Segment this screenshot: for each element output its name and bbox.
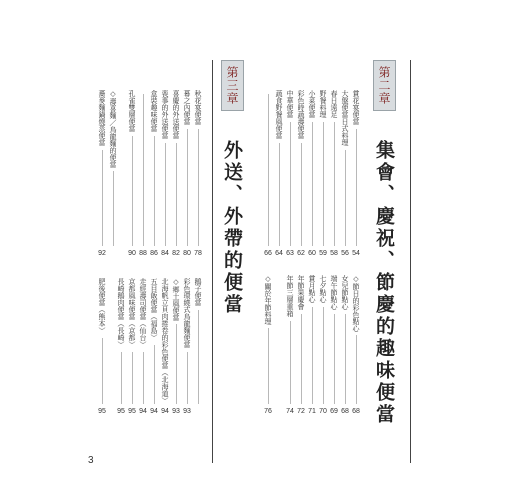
toc-entry-page: 62 [297, 250, 305, 257]
toc-entry-title: 小菜便當 [308, 90, 316, 118]
toc-entry-page: 94 [161, 408, 169, 415]
toc-entry-title: 春日遠足 [330, 90, 338, 118]
toc-entry-title: 野餐料理 [319, 90, 327, 118]
toc-entry-page: 94 [150, 408, 158, 415]
toc-leader-line [268, 328, 269, 404]
toc-entry-title: 盒裝趣味便當 [150, 90, 158, 132]
toc-leader-line [301, 143, 302, 246]
toc-entry-title: 喪事的外送便當 [161, 90, 169, 139]
toc-leader-line [187, 129, 188, 246]
toc-entry-page: 84 [161, 250, 169, 257]
toc-entry-page: 76 [264, 408, 272, 415]
toc-entry-page: 56 [341, 250, 349, 257]
chapter3-heading [219, 60, 246, 316]
toc-entry-title: 京都風味便當（京都） [128, 278, 136, 348]
toc-leader-line [132, 352, 133, 404]
toc-leader-line [154, 345, 155, 404]
toc-entry-title: 蔬食野餐風便當 [275, 90, 283, 139]
column-rule-left [212, 60, 213, 463]
toc-entry-page: 94 [139, 408, 147, 415]
toc-entry-page: 74 [286, 408, 294, 415]
toc-entry-title: 女兒節點心 [341, 275, 349, 310]
chapter2-heading [371, 60, 398, 426]
toc-entry-title: ◇關於年節料理 [264, 275, 272, 325]
toc-entry-title: 年節三層重箱 [286, 275, 294, 317]
toc-leader-line [165, 143, 166, 246]
toc-entry-title: 肥後便當（熊本） [98, 278, 106, 334]
toc-leader-line [102, 338, 103, 404]
toc-entry-page: 58 [330, 250, 338, 257]
toc-entry-title: 彩色環繞式烏龍麵便當 [183, 278, 191, 348]
toc-entry-page: 92 [98, 250, 106, 257]
toc-entry-page: 95 [98, 408, 106, 415]
toc-entry-page: 59 [319, 250, 327, 257]
chapter2-title: 集會、慶祝、節慶的趣味便當 [373, 140, 395, 426]
toc-entry-page: 88 [139, 250, 147, 257]
toc-leader-line [143, 352, 144, 404]
toc-entry-page: 80 [183, 250, 191, 257]
toc-entry-title: 端午節點心 [330, 275, 338, 310]
toc-entry-title: 鵝子便當 [194, 278, 202, 306]
toc-leader-line [323, 122, 324, 246]
toc-entry-page: 86 [150, 250, 158, 257]
toc-leader-line [176, 143, 177, 246]
toc-leader-line [312, 307, 313, 404]
toc-leader-line [356, 129, 357, 246]
toc-leader-line [132, 136, 133, 246]
chapter3-label: 第三章 [221, 60, 244, 111]
toc-leader-line [334, 122, 335, 246]
toc-entry-page: 95 [117, 408, 125, 415]
toc-entry-title: 賞月點心 [308, 275, 316, 303]
toc-leader-line [102, 150, 103, 246]
toc-leader-line [143, 94, 144, 246]
toc-leader-line [312, 122, 313, 246]
toc-leader-line [187, 352, 188, 404]
toc-entry-page: 72 [297, 408, 305, 415]
toc-entry-title: ◇壽喜麵／烏龍麵的便當 [109, 90, 117, 168]
toc-entry-title: 賞花宴便當 [352, 90, 360, 125]
toc-leader-line [323, 307, 324, 404]
toc-leader-line [279, 143, 280, 246]
toc-leader-line [268, 94, 269, 246]
toc-entry-title: 大盤便當日式料理 [341, 90, 349, 146]
toc-leader-line [176, 324, 177, 404]
toc-entry-title: ◇節日的彩色點心 [352, 275, 360, 332]
toc-entry-title: 蕎麥麵鍋燒蒸便當 [98, 90, 106, 146]
toc-entry-title: 北海帆立貝肉捲卷的彩色便當（北海道） [161, 278, 169, 404]
toc-leader-line [198, 129, 199, 246]
toc-entry-title: ◇鄉土風便當 [172, 278, 180, 321]
toc-entry-page: 93 [183, 408, 191, 415]
column-rule-right [410, 60, 411, 463]
toc-entry-title: 中華便當 [286, 90, 294, 118]
toc-entry-page: 93 [172, 408, 180, 415]
toc-leader-line [198, 310, 199, 404]
toc-leader-line [290, 321, 291, 404]
toc-entry-title: 長崎鵝肉便當（長崎） [117, 278, 125, 348]
toc-entry-page: 63 [286, 250, 294, 257]
toc-entry-page: 90 [128, 250, 136, 257]
chapter3-title: 外送、外帶的便當 [221, 140, 243, 316]
toc-leader-line [345, 314, 346, 404]
toc-entry-page: 82 [172, 250, 180, 257]
toc-entry-title: 孔雀雙層便當 [128, 90, 136, 132]
toc-entry-page: 60 [308, 250, 316, 257]
toc-entry-page: 71 [308, 408, 316, 415]
toc-entry-title: 年節果慶會 [297, 275, 305, 310]
toc-leader-line [121, 352, 122, 404]
toc-leader-line [301, 314, 302, 404]
toc-entry-title: 幕之內便當 [183, 90, 191, 125]
toc-entry-page: 66 [264, 250, 272, 257]
toc-entry-page: 70 [319, 408, 327, 415]
toc-entry-page: 68 [341, 408, 349, 415]
toc-leader-line [356, 335, 357, 404]
toc-entry-title: 七夕點心 [319, 275, 327, 303]
toc-entry-title: 走經壽司便當（仙台） [139, 278, 147, 348]
toc-leader-line [345, 150, 346, 246]
toc-entry-title: 喜慶的外送便當 [172, 90, 180, 139]
toc-entry-page: 95 [128, 408, 136, 415]
toc-entry-page: 68 [352, 408, 360, 415]
toc-entry-title: 彩色時蔬壽便當 [297, 90, 305, 139]
chapter2-label: 第二章 [373, 60, 396, 111]
toc-entry-page: 78 [194, 250, 202, 257]
toc-leader-line [113, 171, 114, 246]
toc-entry-page: 69 [330, 408, 338, 415]
toc-leader-line [154, 136, 155, 246]
toc-entry-title: 五目飯便當（福島） [150, 278, 158, 341]
toc-entry-title: 秋花宴便當 [194, 90, 202, 125]
toc-leader-line [334, 314, 335, 404]
toc-entry-page: 64 [275, 250, 283, 257]
page-number: 3 [88, 455, 94, 466]
toc-entry-page: 54 [352, 250, 360, 257]
toc-leader-line [290, 122, 291, 246]
